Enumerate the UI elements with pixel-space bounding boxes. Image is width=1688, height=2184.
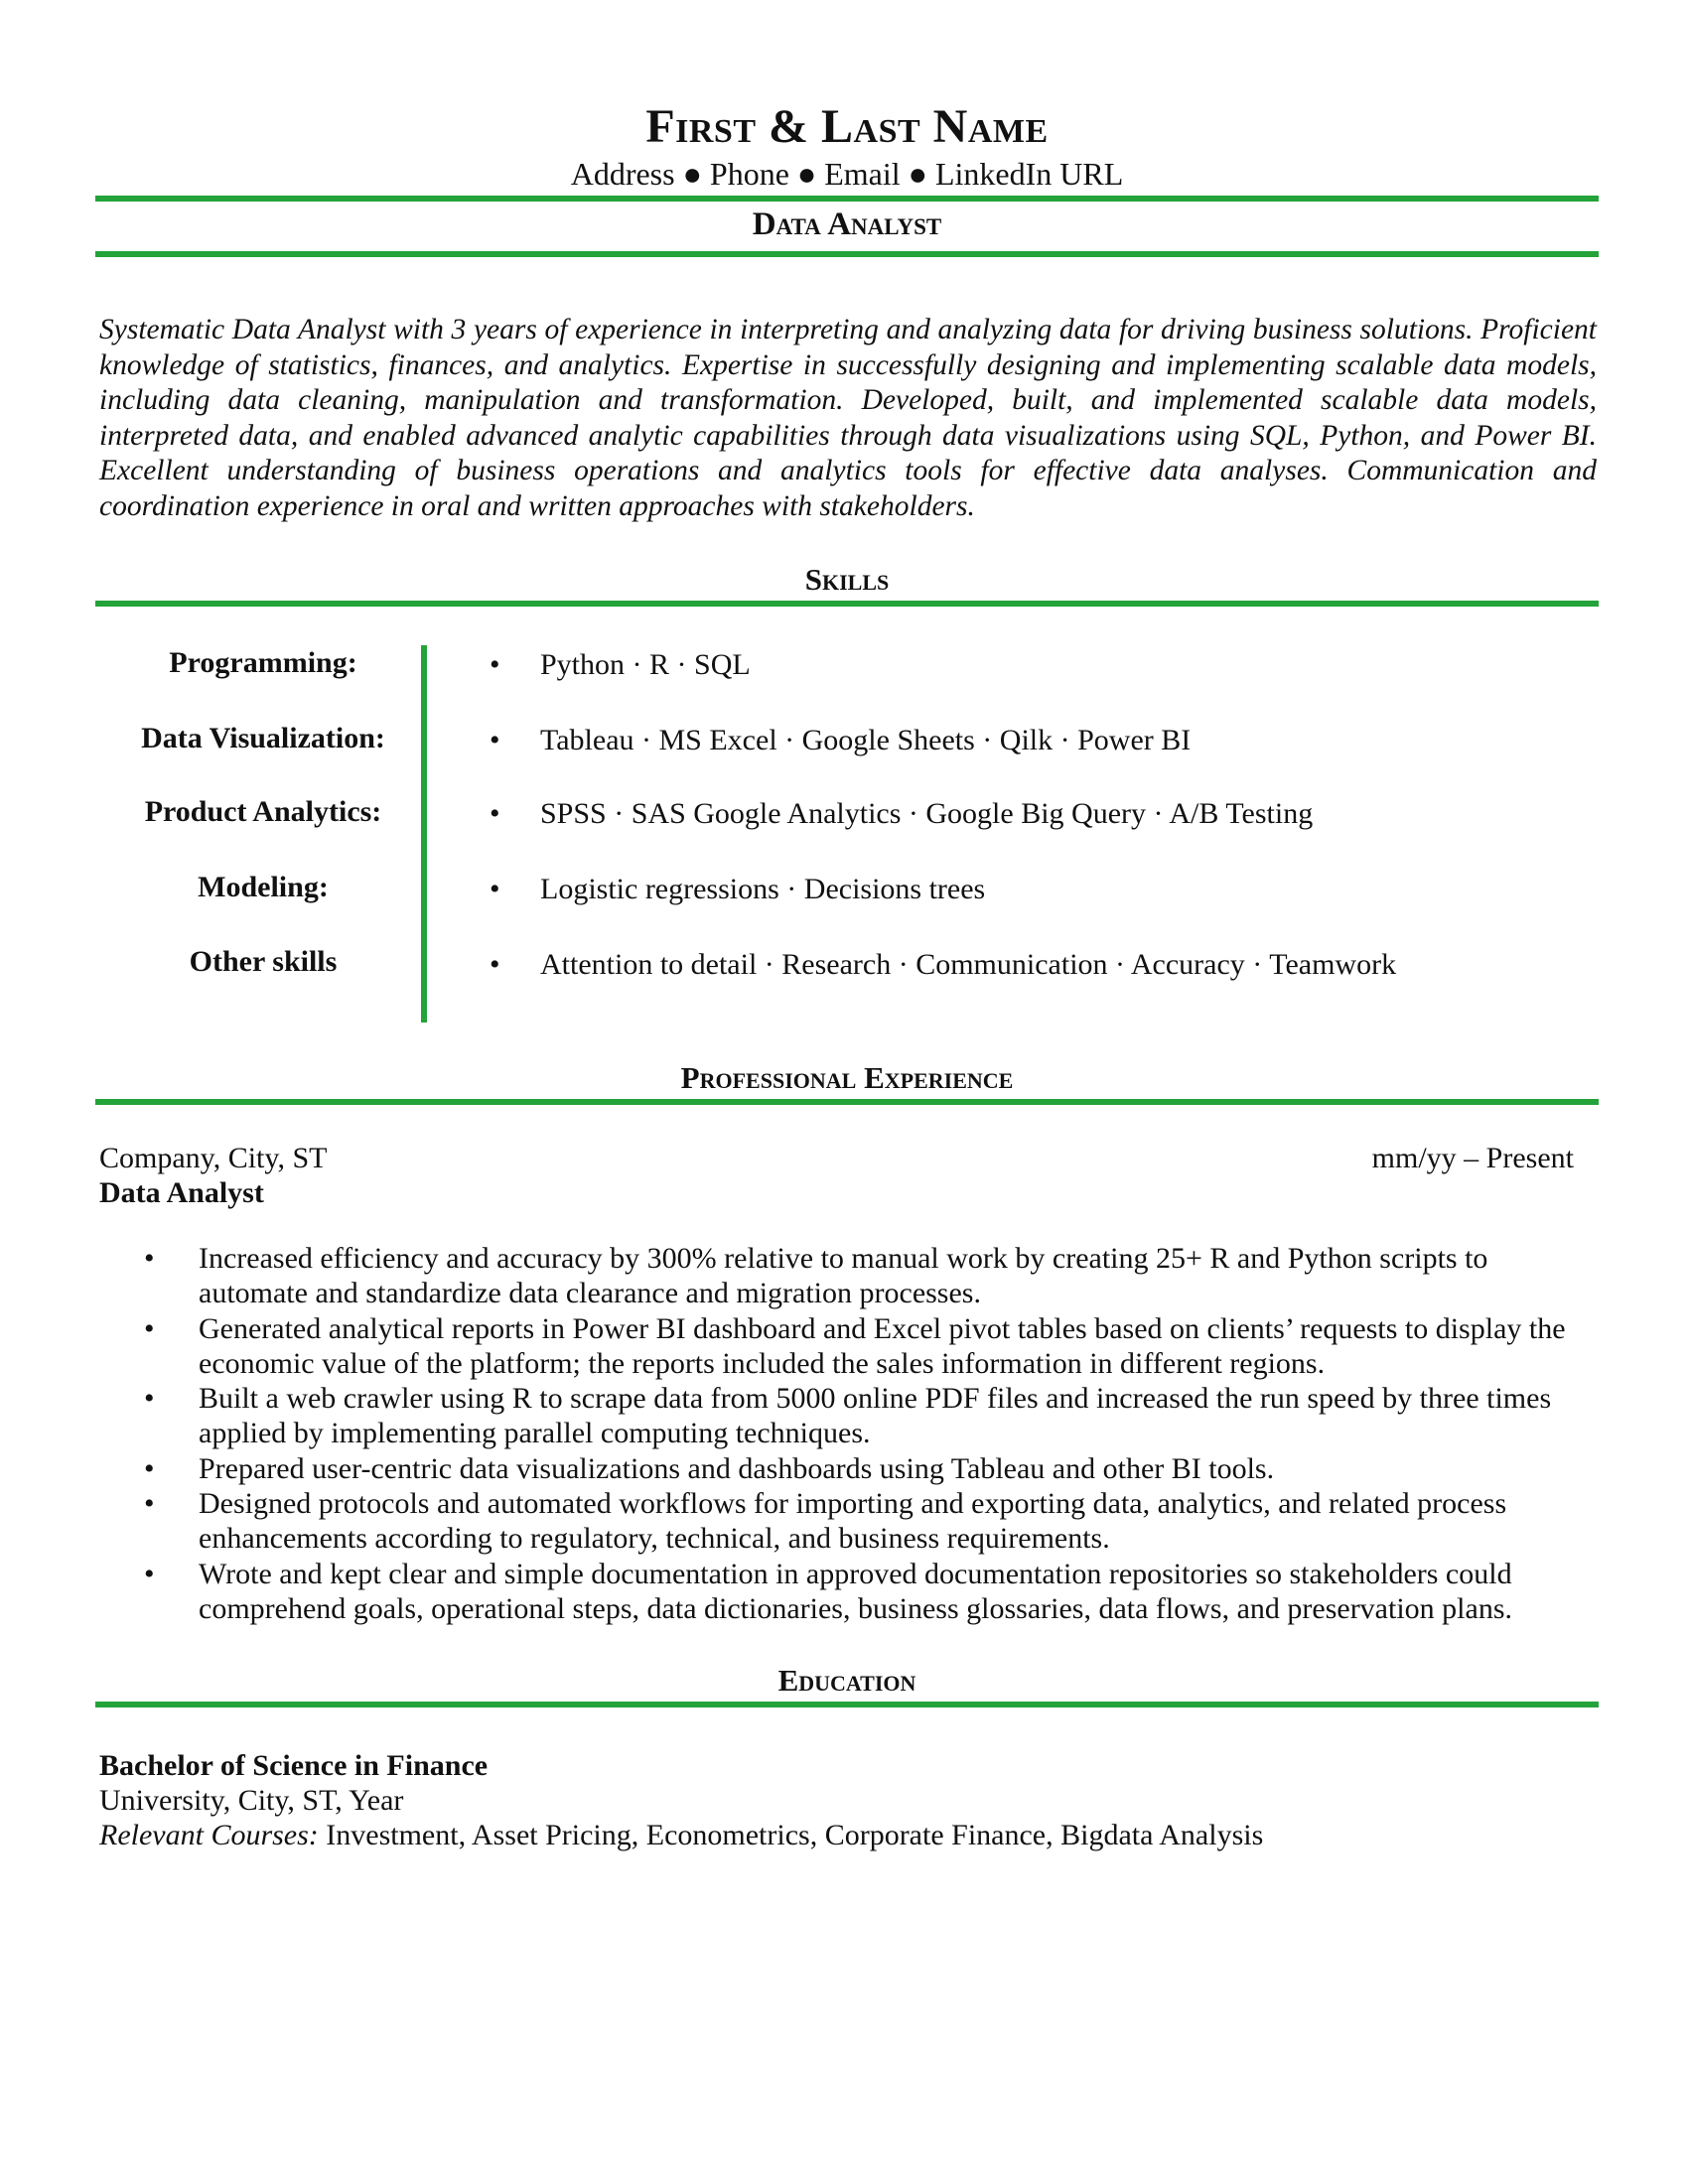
list-item-text: Generated analytical reports in Power BI dashboard and Excel pivot tables based on clients’ requests to display the economic value of the platform; the reports included the sales information in different regions.: [199, 1311, 1566, 1380]
list-item: [144, 1451, 1594, 1486]
skill-value-programming: [490, 648, 751, 682]
skill-value-text: SPSS · SAS Google Analytics · Google Big Query · A/B Testing: [540, 797, 1314, 830]
list-item-text: Built a web crawler using R to scrape data from 5000 online PDF files and increased the run speed by three times applied by implementing parallel computing techniques.: [199, 1382, 1552, 1450]
relevant-courses: [99, 1819, 1263, 1852]
list-item: [144, 1241, 1594, 1311]
list-item-text: Wrote and kept clear and simple documentation in approved documentation repositories so stakeholders could comprehend goals, operational steps, data dictionaries, business glossaries, data flows, and preservation plans.: [199, 1557, 1512, 1625]
header-bottom-rule: [95, 251, 1599, 257]
skill-value-text: Logistic regressions · Decisions trees: [540, 873, 986, 905]
skills-heading: Skills: [804, 562, 890, 597]
bullet-glyph: •: [144, 1451, 155, 1485]
list-item-text: Prepared user-centric data visualizations and dashboards using Tableau and other BI tools.: [199, 1451, 1275, 1485]
skill-value-product-analytics: [490, 797, 1313, 831]
employment-dates: mm/yy – Present: [1371, 1142, 1574, 1174]
list-item: [144, 1486, 1594, 1557]
bullet-glyph: •: [144, 1311, 155, 1345]
bullet-glyph: •: [490, 948, 500, 981]
professional-summary: Systematic Data Analyst with 3 years of experience in interpreting and analyzing data for driving business solutions. Proficient knowledge of statistics, finances, and analytics. Expertise in successfully designing and implementing scalable data models, including data cleaning, manipulation and transformation. Developed, built, and implemented scalable data models, interpreted data, and enabled advanced analytic capabilities through data visualizations using SQL, Python, and Power BI. Excellent understanding of business operations and analytics tools for effective data analyses. Communication and coordination experience in oral and written approaches with stakeholders.: [99, 314, 1597, 522]
list-item-text: Designed protocols and automated workflows for importing and exporting data, analytics, and related process enhancements according to regulatory, technical, and business requirements.: [199, 1487, 1507, 1556]
skill-label-modeling: Modeling:: [198, 871, 329, 903]
skill-label-data-visualization: Data Visualization:: [141, 722, 385, 754]
bullet-glyph: •: [490, 797, 500, 830]
skill-label-product-analytics: Product Analytics:: [144, 795, 382, 828]
bullet-glyph: •: [490, 873, 500, 905]
bullet-glyph: •: [144, 1487, 155, 1521]
bullet-glyph: •: [490, 648, 500, 681]
skills-divider: [421, 645, 427, 1023]
education-heading: Education: [777, 1663, 916, 1698]
experience-bullet-list: [144, 1241, 1594, 1626]
candidate-name: First & Last Name: [645, 100, 1049, 153]
skill-value-other-skills: [490, 948, 1396, 982]
job-title: Data Analyst: [752, 206, 942, 242]
skills-rule: [95, 601, 1599, 607]
skill-value-text: Attention to detail · Research · Communication · Accuracy · Teamwork: [540, 948, 1397, 981]
list-item-text: Increased efficiency and accuracy by 300% relative to manual work by creating 25+ R and Python scripts to automate and standardize data clearance and migration processes.: [199, 1242, 1488, 1310]
skill-value-text: Tableau · MS Excel · Google Sheets · Qilk · Power BI: [540, 724, 1192, 756]
experience-heading: Professional Experience: [680, 1060, 1014, 1095]
list-item: [144, 1311, 1594, 1382]
experience-rule: [95, 1099, 1599, 1105]
skill-label-programming: Programming:: [169, 646, 357, 679]
school-location: University, City, ST, Year: [99, 1784, 404, 1817]
skill-label-other-skills: Other skills: [189, 945, 338, 978]
role-title: Data Analyst: [99, 1176, 264, 1209]
list-item: [144, 1557, 1594, 1627]
bullet-glyph: •: [144, 1557, 155, 1590]
relevant-courses-label: Relevant Courses:: [99, 1819, 319, 1851]
bullet-glyph: •: [490, 724, 500, 756]
skill-value-data-visualization: [490, 724, 1191, 757]
list-item: [144, 1381, 1594, 1451]
skill-value-modeling: [490, 873, 985, 906]
company-location: Company, City, ST: [99, 1142, 328, 1174]
header-top-rule: [95, 196, 1599, 202]
skill-value-text: Python · R · SQL: [540, 648, 751, 681]
bullet-glyph: •: [144, 1382, 155, 1416]
degree-title: Bachelor of Science in Finance: [99, 1749, 489, 1782]
bullet-glyph: •: [144, 1242, 155, 1275]
education-rule: [95, 1702, 1599, 1707]
relevant-courses-text: Investment, Asset Pricing, Econometrics, Corporate Finance, Bigdata Analysis: [318, 1819, 1264, 1851]
contact-line: Address ● Phone ● Email ● LinkedIn URL: [570, 156, 1124, 192]
